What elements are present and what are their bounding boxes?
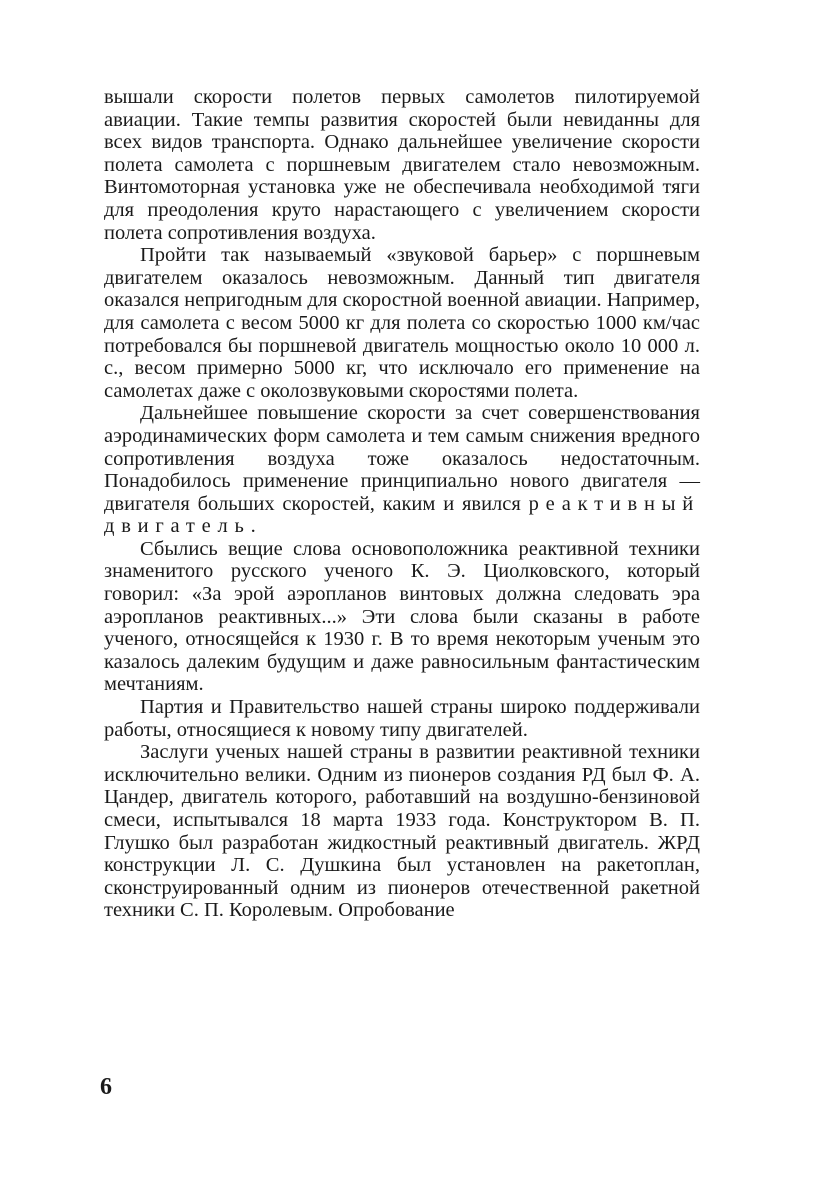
paragraph-3-text: Дальнейшее повышение скорости за счет совершенствования аэродинамических форм самолета и тем самым снижения вредного сопротивления воздуха тоже оказалось недостаточным. Понадобилось применение принципиально нового двигателя — двигателя больших скоростей, каким и явился (104, 402, 700, 515)
paragraph-4: Сбылись вещие слова основоположника реактивной техники знаменитого русского ученого К. Э. Циолковского, который говорил: «За эрой аэропланов винтовых должна следовать эра аэропланов реактивных...» Эти слова были сказаны в работе ученого, относящейся к 1930 г. В то время некоторым ученым это казалось далеким будущим и даже равносильным фантастическим мечтаниям. (104, 537, 700, 696)
paragraph-3 (104, 402, 700, 538)
paragraph-3-end: . (250, 515, 256, 538)
emphasis-reactive-engine: реактивный двигатель (104, 492, 700, 538)
paragraph-1: вышали скорости полетов первых самолетов пилотируемой авиации. Такие темпы развития скоростей были невиданны для всех видов транспорта. Однако дальнейшее увеличение скорости полета самолета с поршневым двигателем стало невозможным. Винтомоторная установка уже не обеспечивала необходимой тяги для преодоления круто нарастающего с увеличением скорости полета сопротивления воздуха. (104, 86, 700, 244)
body-text (104, 86, 700, 922)
paragraph-2: Пройти так называемый «звуковой барьер» с поршневым двигателем оказалось невозможным. Данный тип двигателя оказался непригодным для скоростной военной авиации. Например, для самолета с весом 5000 кг для полета со скоростью 1000 км/час потребовался бы поршневой двигатель мощностью около 10 000 л. с., весом примерно 5000 кг, что исключало его применение на самолетах даже с околозвуковыми скоростями полета. (104, 244, 700, 402)
paragraph-5: Партия и Правительство нашей страны широко поддерживали работы, относящиеся к новому типу двигателей. (104, 696, 700, 741)
paragraph-6: Заслуги ученых нашей страны в развитии реактивной техники исключительно велики. Одним из пионеров создания РД был Ф. А. Цандер, двигатель которого, работавший на воздушно-бензиновой смеси, испытывался 18 марта 1933 года. Конструктором В. П. Глушко был разработан жидкостный реактивный двигатель. ЖРД конструкции Л. С. Душкина был установлен на ракетоплан, сконструированный одним из пионеров отечественной ракетной техники С. П. Королевым. Опробование (104, 741, 700, 922)
page-number: 6 (100, 1074, 112, 1100)
